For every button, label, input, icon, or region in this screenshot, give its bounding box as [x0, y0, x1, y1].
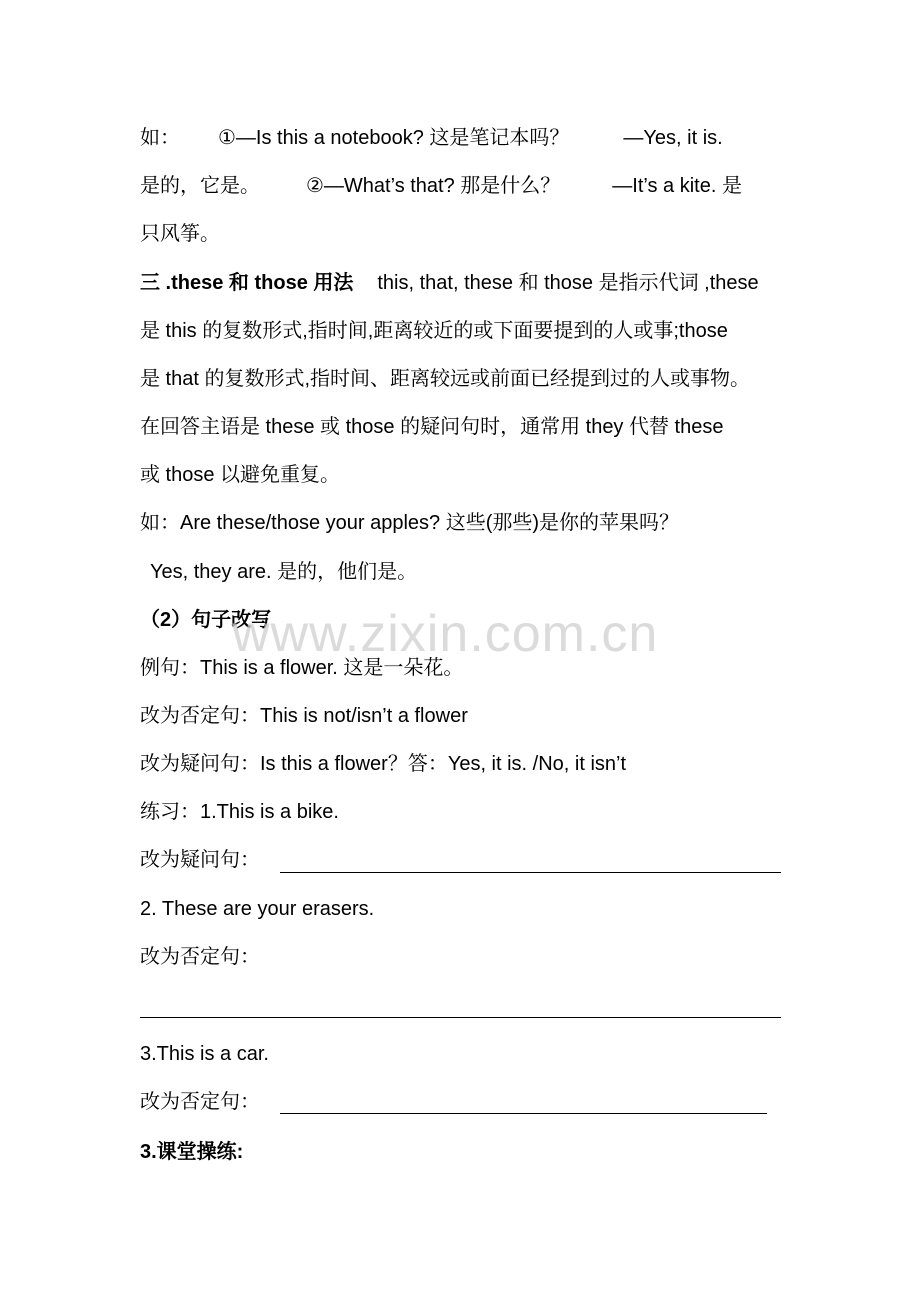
section-drill-heading: 3.课堂操练:: [140, 1141, 244, 1163]
section-3-line-5: 或 those 以避免重复。: [140, 464, 341, 486]
answer-blank-1[interactable]: [280, 872, 781, 873]
rewrite-question: 改为疑问句：Is this a flower？答：Yes, it is. /No, it isn’t: [140, 753, 627, 775]
answer-blank-2[interactable]: [140, 1017, 781, 1018]
section-3-heading: 三 .these 和 those 用法: [140, 272, 354, 294]
example-line-1: 如： ①—Is this a notebook? 这是笔记本吗？ —Yes, it is.: [140, 127, 723, 149]
section-3-example-answer: Yes, they are. 是的，他们是。: [150, 561, 418, 583]
watermark: www.zixin.com.cn: [232, 605, 659, 663]
practice-2: 2. These are your erasers.: [140, 898, 375, 920]
practice-3: 3.This is a car.: [140, 1043, 269, 1065]
example-line-2: 是的，它是。 ②—What’s that? 那是什么？ —It’s a kite. 是: [140, 175, 742, 197]
section-3-example-question: 如：Are these/those your apples? 这些(那些)是你的苹果吗？: [140, 512, 680, 534]
section-3-line-2: 是 this 的复数形式,指时间,距离较近的或下面要提到的人或事;those: [140, 320, 728, 342]
rewrite-heading: （2）句子改写: [140, 609, 272, 631]
rewrite-negative: 改为否定句：This is not/isn’t a flower: [140, 705, 468, 727]
answer-blank-3[interactable]: [280, 1113, 767, 1114]
example-line-3: 只风筝。: [140, 223, 220, 245]
section-3-line-3: 是 that 的复数形式,指时间、距离较远或前面已经提到过的人或事物。: [140, 368, 751, 390]
practice-2-task: 改为否定句：: [140, 946, 260, 968]
practice-3-task: 改为否定句：: [140, 1091, 260, 1113]
practice-1-task: 改为疑问句：: [140, 849, 260, 871]
section-3-line-4: 在回答主语是 these 或 those 的疑问句时，通常用 they 代替 these: [140, 416, 724, 438]
rewrite-example: 例句：This is a flower. 这是一朵花。: [140, 657, 464, 679]
section-3-line-1: 三 .these 和 those 用法 this, that, these 和 those 是指示代词 ,these: [140, 272, 759, 294]
practice-1: 练习：1.This is a bike.: [140, 801, 339, 823]
